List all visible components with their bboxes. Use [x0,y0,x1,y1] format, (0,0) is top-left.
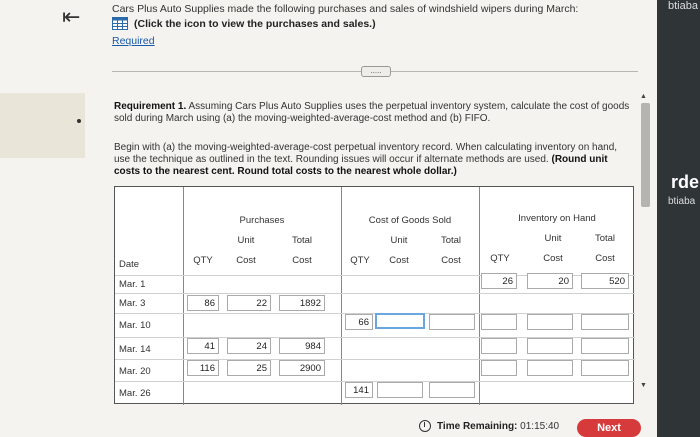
instructions-body: Begin with (a) the moving-weighted-average-cost perpetual inventory record. When calculating inventory on hand, use the technique as outlined in the text. Rounding issues will occur if alternate methods are used. [114,142,618,165]
inventory-total-cost-input[interactable] [581,314,629,330]
cogs-qty-input[interactable]: 141 [345,382,373,398]
p-unit-label: Unit [237,235,255,246]
requirement-body: Assuming Cars Plus Auto Supplies uses the perpetual inventory system, calculate the cost of goods sold during March using (a) the moving-weighted-average-cost method and (b) FIFO. [114,101,630,124]
inventory-unit-cost-input[interactable] [527,360,573,376]
table-row [115,381,635,399]
inventory-qty-input[interactable] [481,314,517,330]
inventory-unit-cost-input[interactable] [527,314,573,330]
side-panel [657,0,700,437]
next-button[interactable]: Next [577,419,641,437]
scroll-down-icon[interactable]: ▼ [640,382,647,389]
p-qty-header: QTY [193,255,213,266]
purchase-unit-cost-input[interactable]: 24 [227,338,271,354]
inventory-total-cost-input[interactable] [581,338,629,354]
inventory-qty-input[interactable] [481,338,517,354]
expand-more-button[interactable]: ..... [361,66,391,77]
p-total-label: Total [291,235,313,246]
inventory-qty-input[interactable] [481,360,517,376]
cogs-total-cost-input[interactable] [429,314,475,330]
purchase-qty-input[interactable]: 41 [187,338,219,354]
time-remaining [437,421,559,432]
cogs-unit-cost-input[interactable] [375,313,425,329]
instructions-text [114,142,634,178]
side-panel-top-text: btiaba [668,0,698,12]
row-date: Mar. 20 [119,366,151,377]
p-unit-cost-header: Cost [236,255,256,266]
left-highlight-band [0,93,85,158]
side-panel-big-text: rde [671,172,700,192]
inventory-record-table [114,186,634,404]
row-date: Mar. 14 [119,344,151,355]
row-date: Mar. 10 [119,320,151,331]
requirement-heading: Requirement 1. [114,101,187,112]
table-row [115,337,635,355]
cogs-header: Cost of Goods Sold [368,215,452,226]
i-qty-header: QTY [490,253,510,264]
view-data-text: (Click the icon to view the purchases and sales.) [134,17,376,30]
date-column-header: Date [119,259,140,270]
i-total-label: Total [594,233,616,244]
c-unit-label: Unit [390,235,408,246]
table-row [115,313,635,331]
time-remaining-label: Time Remaining: [437,421,518,432]
bullet-icon [77,119,81,123]
clock-icon [419,420,431,432]
question-title: Cars Plus Auto Supplies made the following purchases and sales of windshield wipers during March: [112,3,579,15]
c-total-cost-header: Cost [441,255,461,266]
purchase-qty-input[interactable]: 116 [187,360,219,376]
inventory-total-cost-input[interactable] [581,360,629,376]
cogs-unit-cost-input[interactable] [377,382,423,398]
inventory-total-cost-input[interactable]: 520 [581,273,629,289]
row-date: Mar. 1 [119,279,146,290]
purchase-total-cost-input[interactable]: 2900 [279,360,325,376]
view-data-link[interactable] [112,17,376,30]
scrollbar-thumb[interactable] [641,103,650,207]
c-qty-header: QTY [350,255,370,266]
table-row [115,359,635,377]
inventory-unit-cost-input[interactable] [527,338,573,354]
inventory-header: Inventory on Hand [518,213,596,224]
table-row [115,275,635,293]
c-unit-cost-header: Cost [389,255,409,266]
i-unit-cost-header: Cost [543,253,563,264]
cogs-qty-input[interactable]: 66 [345,314,373,330]
i-unit-label: Unit [544,233,562,244]
row-date: Mar. 26 [119,388,151,399]
i-total-cost-header: Cost [595,253,615,264]
instructions-bold: (Round unit costs to the nearest cent. Round total costs to the nearest whole dollar.) [114,154,608,177]
back-arrow-icon[interactable]: ⇤ [62,4,81,29]
inventory-qty-input[interactable]: 26 [481,273,517,289]
side-panel-mid-text: btiaba [668,196,696,207]
row-date: Mar. 3 [119,298,146,309]
purchase-unit-cost-input[interactable]: 25 [227,360,271,376]
required-link[interactable]: Required [112,35,155,47]
purchase-qty-input[interactable]: 86 [187,295,219,311]
purchase-unit-cost-input[interactable]: 22 [227,295,271,311]
cogs-total-cost-input[interactable] [429,382,475,398]
p-total-cost-header: Cost [292,255,312,266]
table-row [115,293,635,311]
time-remaining-value: 01:15:40 [520,421,560,432]
inventory-unit-cost-input[interactable]: 20 [527,273,573,289]
c-total-label: Total [440,235,462,246]
purchase-total-cost-input[interactable]: 1892 [279,295,325,311]
table-icon[interactable] [112,17,128,30]
requirement-text [114,101,634,125]
purchase-total-cost-input[interactable]: 984 [279,338,325,354]
purchases-header: Purchases [239,215,285,226]
scroll-up-icon[interactable]: ▲ [640,93,647,100]
